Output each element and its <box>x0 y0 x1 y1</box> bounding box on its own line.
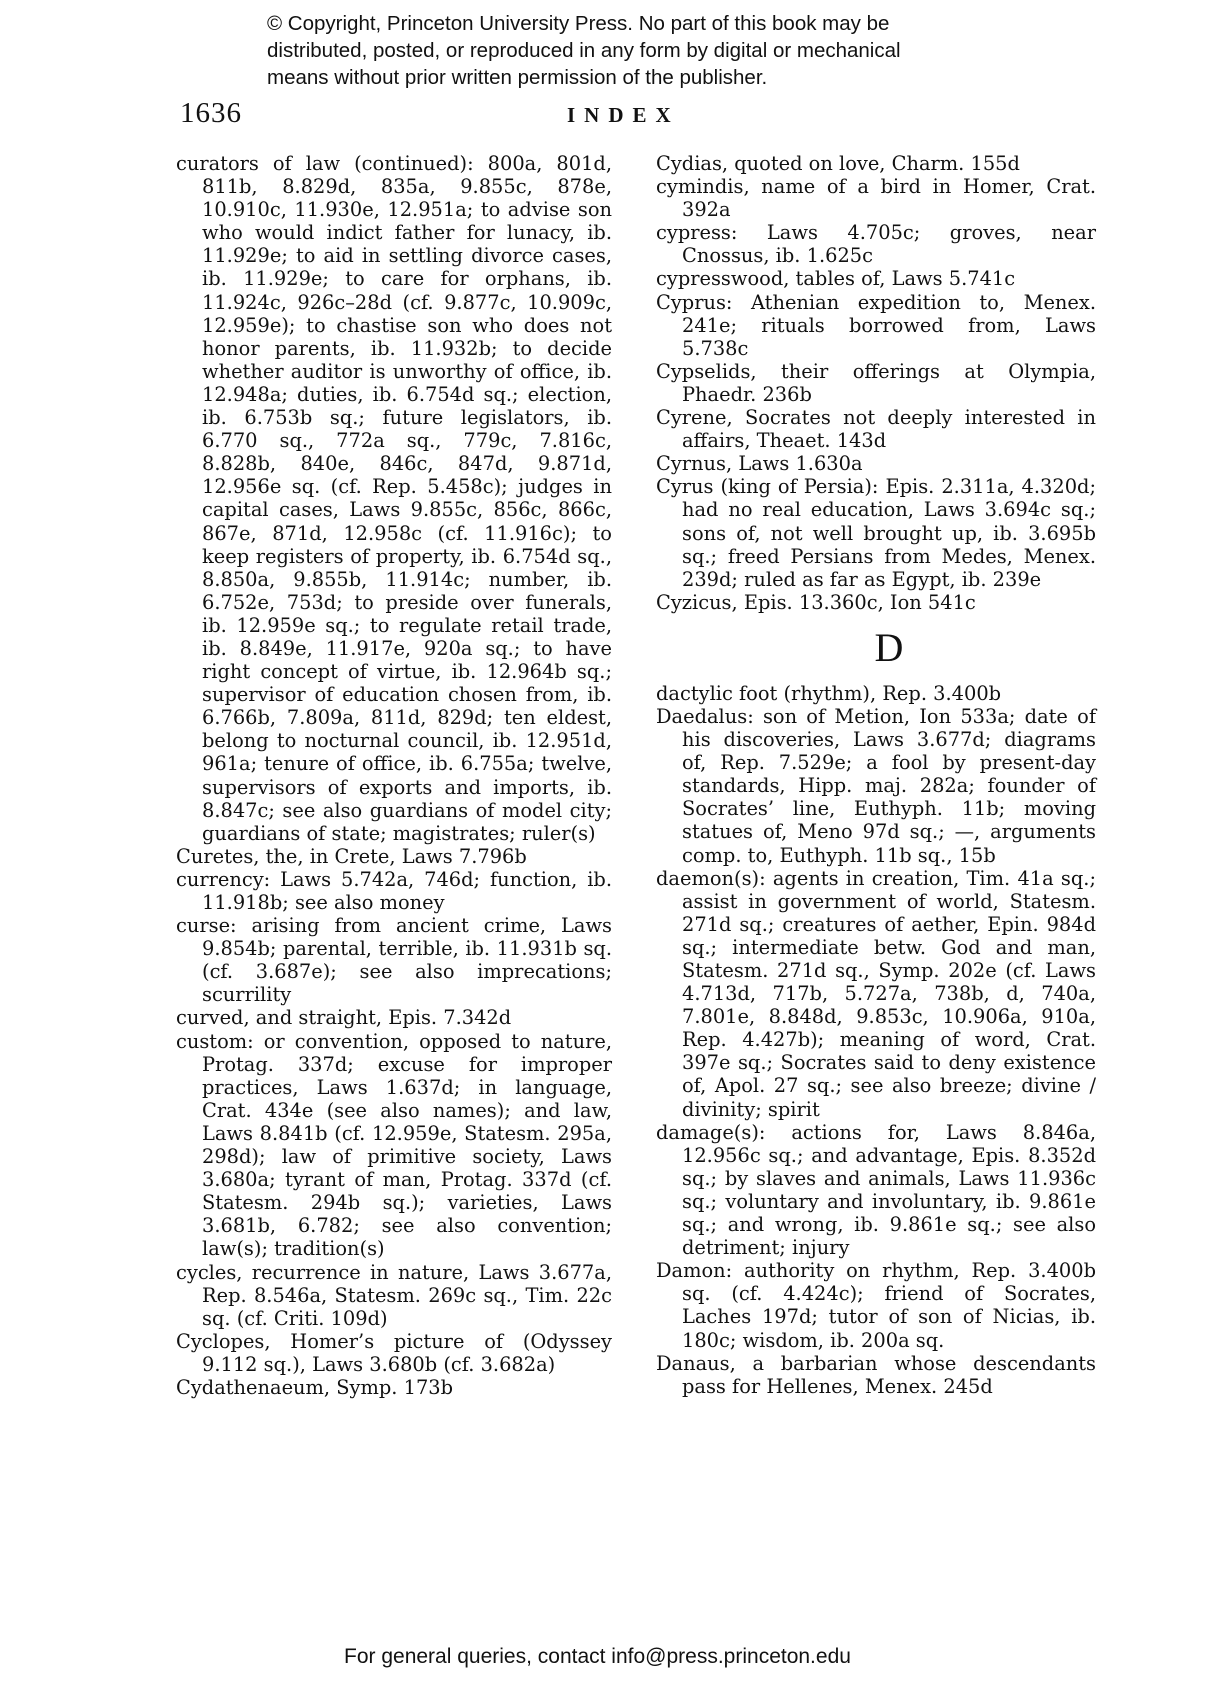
index-entry: cycles, recurrence in nature, Laws 3.677a, Rep. 8.546a, Statesm. 269c sq., Tim. 22c sq. (cf. Criti. 109d) <box>176 1260 612 1330</box>
page-number: 1636 <box>180 97 242 129</box>
index-entry: Cyprus: Athenian expedition to, Menex. 241e; rituals borrowed from, Laws 5.738c <box>656 290 1096 360</box>
copyright-line-1: © Copyright, Princeton University Press. No part of this book may be <box>267 12 890 35</box>
index-entry: Curetes, the, in Crete, Laws 7.796b <box>176 844 527 868</box>
index-entry: dactylic foot (rhythm), Rep. 3.400b <box>656 681 1002 705</box>
index-entry: curved, and straight, Epis. 7.342d <box>176 1006 512 1030</box>
index-entry: curators of law (continued): 800a, 801d, 811b, 8.829d, 835a, 9.855c, 878e, 10.910c, 11.930e, 12.951a; to advise son who would indict father for lunacy, ib. 11.929e; to aid in settling divorce cases, ib. 11.929e; to care for orphans, ib. 11.924c, 926c–28d (cf. 9.877c, 10.909c, 12.959e); to chastise son who does not honor parents, ib. 11.932b; to decide whether auditor is unworthy of office, ib. 12.948a; duties, ib. 6.754d sq.; election, ib. 6.753b sq.; future legislators, ib. 6.770 sq., 772a sq., 779c, 7.816c, 8.828b, 840e, 846c, 847d, 9.871d, 12.956e sq. (cf. Rep. 5.458c); judges in capital cases, Laws 9.855c, 856c, 866c, 867e, 871d, 12.958c (cf. 11.916c); to keep registers of property, ib. 6.754d sq., 8.850a, 9.855b, 11.914c; number, ib. 6.752e, 753d; to preside over funerals, ib. 12.959e sq.; to regulate retail trade, ib. 8.849e, 11.917e, 920a sq.; to have right concept of virtue, ib. 12.964b sq.; supervisor of education chosen from, ib. 6.766b, 7.809a, 811d, 829d; ten eldest, belong to nocturnal council, ib. 12.951d, 961a; tenure of office, ib. 6.755a; twelve, supervisors of exports and imports, ib. 8.847c; see also guardians of model city; guardians of state; magistrates; ruler(s) <box>176 152 612 845</box>
index-column-right <box>656 152 1096 1398</box>
copyright-notice <box>267 10 1027 91</box>
index-entry: Cydathenaeum, Symp. 173b <box>176 1375 454 1399</box>
index-entry: Damon: authority on rhythm, Rep. 3.400b sq. (cf. 4.424c); friend of Socrates, Laches 197d; tutor of son of Nicias, ib. 180c; wisdom, ib. 200a sq. <box>656 1259 1096 1352</box>
index-entry: Cyrnus, Laws 1.630a <box>656 452 863 476</box>
copyright-line-2: distributed, posted, or reproduced in any form by digital or mechanical <box>267 39 901 62</box>
index-entry: currency: Laws 5.742a, 746d; function, ib. 11.918b; see also money <box>176 867 612 914</box>
index-entry: curse: arising from ancient crime, Laws 9.854b; parental, terrible, ib. 11.931b sq. (cf. 3.687e); see also imprecations; scurrility <box>176 914 612 1007</box>
index-entry: cypresswood, tables of, Laws 5.741c <box>656 267 1016 291</box>
index-entry: Cyclopes, Homer’s picture of (Odyssey 9.112 sq.), Laws 3.680b (cf. 3.682a) <box>176 1329 612 1376</box>
copyright-line-3: means without prior written permission of the publisher. <box>267 66 768 89</box>
section-letter-heading: D <box>874 624 904 670</box>
index-entry: Daedalus: son of Metion, Ion 533a; date of his discoveries, Laws 3.677d; diagrams of, Rep. 7.529e; a fool by present-day standards, Hipp. maj. 282a; founder of Socrates’ line, Euthyph. 11b; moving statues of, Meno 97d sq.; —, arguments comp. to, Euthyph. 11b sq., 15b <box>656 704 1096 867</box>
running-head: INDEX <box>567 103 680 127</box>
index-entry: daemon(s): agents in creation, Tim. 41a sq.; assist in government of world, Statesm. 271d sq.; creatures of aether, Epin. 984d sq.; intermediate betw. God and man, Statesm. 271d sq., Symp. 202e (cf. Laws 4.713d, 717b, 5.727a, 738b, d, 740a, 7.801e, 8.848d, 9.853c, 10.906a, 910a, Rep. 4.427b); meaning of word, Crat. 397e sq.; Socrates said to deny existence of, Apol. 27 sq.; see also breeze; divine / divinity; spirit <box>656 866 1096 1121</box>
index-entry: Danaus, a barbarian whose descendants pass for Hellenes, Menex. 245d <box>656 1351 1096 1398</box>
index-entry: cymindis, name of a bird in Homer, Crat. 392a <box>656 175 1096 222</box>
index-entry: Cyrene, Socrates not deeply interested in affairs, Theaet. 143d <box>656 406 1096 453</box>
index-entry: cypress: Laws 4.705c; groves, near Cnossus, ib. 1.625c <box>656 221 1096 268</box>
index-entry: Cypselids, their offerings at Olympia, Phaedr. 236b <box>656 359 1096 406</box>
index-entry: damage(s): actions for, Laws 8.846a, 12.956c sq.; and advantage, Epis. 8.352d sq.; by slaves and animals, Laws 11.936c sq.; voluntary and involuntary, ib. 9.861e sq.; and wrong, ib. 9.861e sq.; see also detriment; injury <box>656 1120 1096 1260</box>
index-entry: Cyzicus, Epis. 13.360c, Ion 541c <box>656 590 976 614</box>
index-entry: Cydias, quoted on love, Charm. 155d <box>656 152 1020 175</box>
index-entry: custom: or convention, opposed to nature, Protag. 337d; excuse for improper practices, Laws 1.637d; in language, Crat. 434e (see also names); and law, Laws 8.841b (cf. 12.959e, Statesm. 295a, 298d); law of primitive society, Laws 3.680a; tyrant of man, Protag. 337d (cf. Statesm. 294b sq.); varieties, Laws 3.681b, 6.782; see also convention; law(s); tradition(s) <box>176 1029 612 1261</box>
footer-contact: For general queries, contact info@press.princeton.edu <box>344 1645 851 1668</box>
index-entry: Cyrus (king of Persia): Epis. 2.311a, 4.320d; had no real education, Laws 3.694c sq.; sons of, not well brought up, ib. 3.695b sq.; freed Persians from Medes, Menex. 239d; ruled as far as Egypt, ib. 239e <box>656 475 1096 591</box>
index-column-left <box>176 152 612 1399</box>
